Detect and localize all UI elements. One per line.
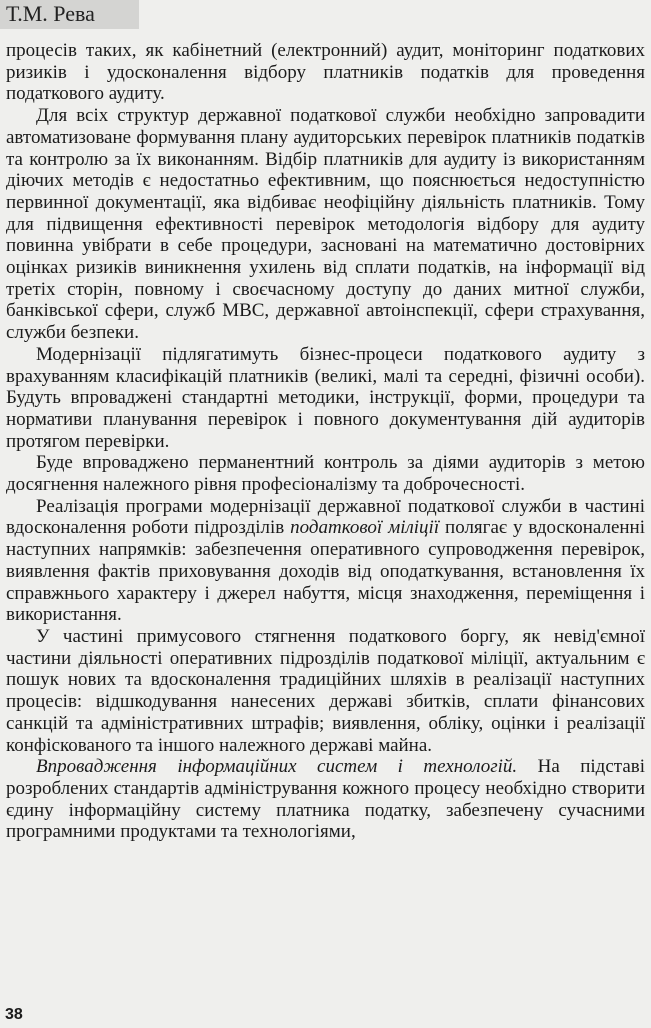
italic-term: податкової міліції (290, 517, 440, 539)
paragraph: Буде впроваджено перманентний контроль за діями аудиторів з метою досягнення належного рівня професіоналізму та доброчесності. (6, 452, 645, 496)
page-number: 38 (5, 1006, 23, 1023)
paragraph-text: Реалізація програми модернізації державної податкової служби в частині вдосконалення роботи підрозділів (6, 495, 645, 539)
paragraph: Модернізації підлягатимуть бізнес-процеси податкового аудиту з врахуванням класифікацій платників (великі, малі та середні, фізичні особи). Будуть впроваджені стандартні методики, інструкції, форми, процедури та нормативи планування перевірок і повного документування дій аудиторів протягом перевірки. (6, 343, 645, 452)
italic-heading: Впровадження інформаційних систем і технологій. (36, 756, 518, 778)
paragraph: У частині примусового стягнення податкового боргу, як невід'ємної частини діяльності оперативних підрозділів податкової міліції, актуальним є пошук нових та вдосконалення традиційних шляхів в реалізації наступних процесів: відшкодування нанесених державі збитків, сплати фінансових санкцій та адміністративних штрафів; виявлення, обліку, оцінки і реалізації конфіскованого та іншого належного державі майна. (6, 625, 645, 756)
body-text (6, 40, 645, 843)
paragraph: процесів таких, як кабінетний (електронний) аудит, моніторинг податкових ризиків і удосконалення відбору платників податків для проведення податкового аудиту. (6, 40, 645, 105)
header-author: Т.М. Рева (6, 1, 95, 26)
paragraph (6, 756, 645, 843)
paragraph-text: полягає у вдосконаленні наступних напрямків: забезпечення оперативного супроводження перевірок, виявлення фактів приховування доходів від оподаткування, встановлення їх справжнього характеру і джерел набуття, місця знаходження, переміщення і використання. (6, 517, 645, 626)
paragraph (6, 496, 645, 626)
paragraph: Для всіх структур державної податкової служби необхідно запровадити автоматизоване формування плану аудиторських перевірок платників податків та контролю за їх виконанням. Відбір платників для аудиту із використанням діючих методів є недостатньо ефективним, що пояснюється недоступністю первинної документації, яка відбиває неофіційну діяльність платників. Тому для підвищення ефективності перевірок методологія відбору для аудиту повинна увібрати в себе процедури, засновані на математично достовірних оцінках ризиків виникнення ухилень від сплати податків, на інформації від третіх сторін, повному і своєчасному доступу до даних митної служби, банківської сфери, служб МВС, державної автоінспекції, сфери страхування, служби безпеки. (6, 105, 645, 344)
running-header (0, 0, 139, 29)
paragraph-text: На підставі розроблених стандартів адміністрування кожного процесу необхідно створити єдину інформаційну систему платника податку, забезпечену сучасними програмними продуктами та технологіями, (6, 756, 646, 843)
